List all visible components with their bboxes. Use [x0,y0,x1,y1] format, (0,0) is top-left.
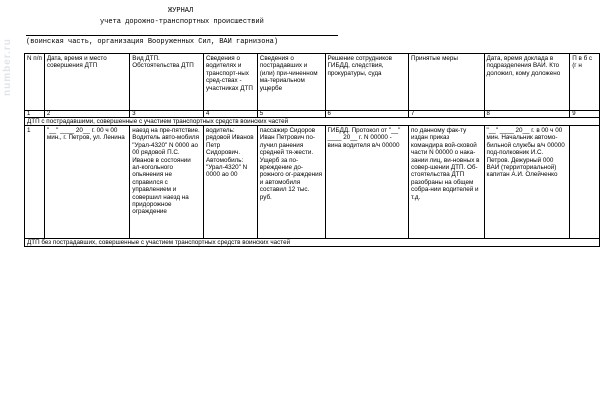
column-number-row [25,111,600,118]
unit-line [26,35,338,36]
column-header: Принятые меры [408,54,484,111]
cell-measures: по данному фак-ту издан приказ командира вой-сковой части N 00000 о нака-зании лиц, ви-новных в совер-шении ДТП. Об-стоятельства ДТП разобраны на общем собра-нии водителей и т.д. [408,126,484,239]
section-title: ДТП без пострадавших, совершенные с участием транспортных средств воинских частей [25,239,600,247]
column-header: N п/п [25,54,45,111]
column-header: Вид ДТП. Обстоятельства ДТП [130,54,204,111]
column-number: 9 [570,111,600,118]
column-header: Дата, время и место совершения ДТП [44,54,129,111]
column-number: 2 [44,111,129,118]
cell-date-place: "__" ____ 20__ г. 00 ч 00 мин., г. Петров, ул. Ленина [44,126,129,239]
column-number: 7 [408,111,484,118]
cell-drivers: водитель: рядовой Иванов Петр Сидорович. Автомобиль: "Урал-4320" N 0000 ао 00 [203,126,257,239]
cell-injured: пассажир Сидоров Иван Петрович по-лучил ранения средней тя-жести. Ущерб за по-вреждение до-рожного ог-раждения и автомобиля составил 12 тыс. руб. [257,126,325,239]
journal-subtitle: учета дорожно-транспортных происшествий [100,18,264,26]
section-row-injured [25,118,600,126]
column-number: 1 [25,111,45,118]
table-header-row [25,54,600,111]
cell-extra [570,126,600,239]
unit-caption: (воинская часть, организация Вооруженных Сил, ВАИ гарнизона) [26,38,279,46]
column-number: 8 [484,111,570,118]
section-row-no-injured [25,239,600,247]
cell-decision: ГИБДД. Протокол от "__" ____ 20__ г. N 00000 - вина водителя в/ч 00000 [325,126,408,239]
cell-report: "__" ____ 20__ г. в 00 ч 00 мин. Начальник автомо-бильной службы в/ч 00000 под-полковник И.С. Петров. Дежурный 000 ВАИ (территориальной) капитан А.И. Олейченко [484,126,570,239]
column-number: 4 [203,111,257,118]
column-header: Решение сотрудников ГИБДД, следствия, прокуратуры, суда [325,54,408,111]
column-number: 3 [130,111,204,118]
watermark-text: number.ru [2,38,13,96]
column-header: Сведения о пострадавших и (или) при-чиненном ма-териальном ущербе [257,54,325,111]
table-row [25,126,600,239]
column-number: 6 [325,111,408,118]
column-header: Дата, время доклада в подразделения ВАИ. Кто доложил, кому доложено [484,54,570,111]
section-title: ДТП с пострадавшими, совершенные с участием транспортных средств воинских частей [25,118,600,126]
journal-title: ЖУРНАЛ [168,7,194,15]
journal-table [24,53,600,247]
cell-number: 1 [25,126,45,239]
cell-accident-type: наезд на пре-пятствие. Водитель авто-мобиля "Урал-4320" N 0000 ао 00 рядовой П.С. Иванов в состоянии ал-когольного опьянения не справился с управлением и совершил наезд на придорожное ограждение [130,126,204,239]
column-header: П в б с (г н [570,54,600,111]
column-number: 5 [257,111,325,118]
column-header: Сведения о водителях и транспорт-ных сред-ствах - участниках ДТП [203,54,257,111]
